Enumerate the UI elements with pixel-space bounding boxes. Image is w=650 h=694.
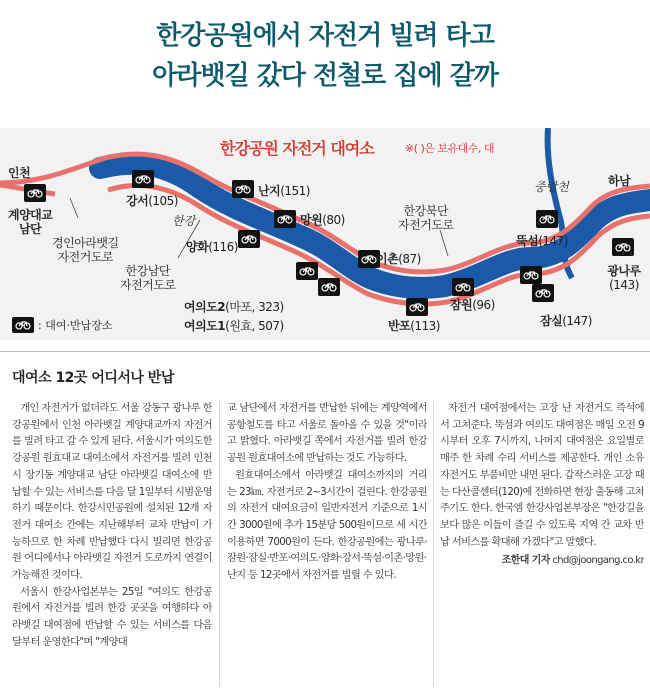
station-jamsil: 잠실(147) xyxy=(540,314,592,328)
byline xyxy=(440,553,644,570)
article-column-1 xyxy=(12,401,212,691)
bike-icon xyxy=(406,298,428,316)
article-column-3 xyxy=(440,401,644,691)
paragraph: 교 남단에서 자전거를 반납한 뒤에는 계양역에서 공항철도를 타고 서울로 돌아올 수 있을 것"이라고 밝혔다. 아라뱃길 쪽에서 자전거를 빌려 한강공원 원효대여소에 반납하는 것도 가능하다. xyxy=(227,403,427,465)
column-divider xyxy=(433,401,434,686)
bike-icon xyxy=(296,262,318,280)
bike-icon xyxy=(274,210,296,228)
bike-icon xyxy=(532,284,554,302)
headline-line-1: 한강공원에서 자전거 빌려 타고 xyxy=(156,21,494,51)
station-ichon: 이촌(87) xyxy=(376,252,421,266)
place-incheon: 인천 xyxy=(8,166,31,180)
map-legend xyxy=(12,317,112,333)
bike-icon xyxy=(12,317,34,333)
byline-email: chd@joongang.co.kr xyxy=(552,555,644,567)
article-column-2 xyxy=(227,401,427,691)
station-nanji: 난지(151) xyxy=(258,184,310,198)
station-gwangnaru: 광나루 (143) xyxy=(607,264,641,292)
river-label-han: 한강 xyxy=(172,214,196,228)
column-divider xyxy=(219,401,220,686)
river-label-jungnang: 중랑천 xyxy=(534,180,569,194)
place-namdan-path: 한강남단 자전거도로 xyxy=(120,264,176,292)
bike-icon xyxy=(612,238,634,256)
place-bukdan-path: 한강북단 자전거도로 xyxy=(398,204,454,232)
article-subhead: 대여소 12곳 어디서나 반납 xyxy=(12,370,174,386)
station-gangseo: 강서(105) xyxy=(126,194,178,208)
paragraph: 자전거 대여점에서는 고장 난 자전거도 즉석에서 고쳐준다. 뚝섬과 여의도 대여점은 매일 오전 9시부터 오후 7시까지, 나머지 대여점은 요일별로 매주 한 차례 수리 서비스를 제공한다. 개인 소유 자전거도 부품비만 내면 된다. 갑작스러운 고장 때는 다산콜센터(120)에 전화하면 현장 출동해 고쳐주기도 한다. 한국엠 한강사업본부장은 "한강길을 보다 많은 이들이 즐길 수 있도록 지역 간 교차 반납 서비스를 확대해 가겠다"고 말했다. xyxy=(440,403,644,548)
station-yeouido1: 여의도1(원효, 507) xyxy=(184,319,284,333)
station-mangwon: 망원(80) xyxy=(300,213,345,227)
station-yeouido2: 여의도2(마포, 323) xyxy=(184,300,284,314)
bike-icon xyxy=(238,230,260,248)
paragraph: 서울시 한강사업본부는 25일 "여의도 한강공원에서 자전거를 빌려 한강 곳곳을 여행하다 아라뱃길 대여점에 반납할 수 있는 서비스를 다음 달부터 운영한다"며 "계양대 xyxy=(12,586,212,648)
byline-name: 조한대 기자 xyxy=(501,555,550,567)
station-jamwon: 잠원(96) xyxy=(450,298,495,312)
bike-icon xyxy=(132,170,154,188)
place-gyeongin-path: 경인아라뱃길 자전거도로 xyxy=(52,236,119,264)
paragraph: 원효대여소에서 아라뱃길 대여소까지의 거리는 23㎞. 자전거로 2~3시간이 걸린다. 한강공원의 자전거 대여요금이 일반자전거 기준으로 1시간 3000원에 추가 15분당 500원이므로 세 시간 이용하면 7000원이 든다. 한강공원에는 광나루·잠원·잠실·반포·여의도·양화·강서·뚝섬·이촌·망원·난지 등 12곳에서 자전거를 빌릴 수 있다. xyxy=(227,469,427,582)
map-note: ※( )은 보유대수, 대 xyxy=(405,142,495,155)
bike-icon xyxy=(232,180,254,198)
bike-icon xyxy=(536,210,558,228)
place-gyeyang: 계양대교 남단 xyxy=(8,208,53,236)
place-hanam: 하남 xyxy=(608,174,631,188)
bike-icon xyxy=(520,266,542,284)
headline-line-2: 아라뱃길 갔다 전철로 집에 갈까 xyxy=(152,61,498,91)
paragraph: 개인 자전거가 없더라도 서울 강동구 광나루 한강공원에서 인천 아라뱃길 계양대교까지 자전거를 빌려 타고 갈 수 있게 된다. 서울시가 여의도한강공원 원효대교 대여소에서 자전거를 빌려 인천시 장기동 계양대교 남단 아라뱃길 대여소에 반납할 수 있는 서비스를 다음 달 1일부터 시범운영하기 때문이다. 한강시민공원에 설치된 12개 자전거 대여소 간에는 지난해부터 교차 반납이 가능하므로 한 차례 반납했다 다시 빌리면 한강공원 어디에서나 아라뱃길 자전거 도로까지 연결이 가능해진 것이다. xyxy=(12,403,212,582)
section-divider xyxy=(0,351,650,352)
map-title: 한강공원 자전거 대여소 xyxy=(220,139,374,158)
station-banpo: 반포(113) xyxy=(388,319,440,333)
bike-icon xyxy=(452,278,474,296)
bike-icon xyxy=(24,184,46,202)
legend-label: : 대여·반납장소 xyxy=(38,319,113,332)
bike-icon xyxy=(318,278,340,296)
station-yanghwa: 양화(116) xyxy=(186,240,238,254)
station-ttukseom: 뚝섬(147) xyxy=(516,234,568,248)
route-map xyxy=(0,128,650,340)
